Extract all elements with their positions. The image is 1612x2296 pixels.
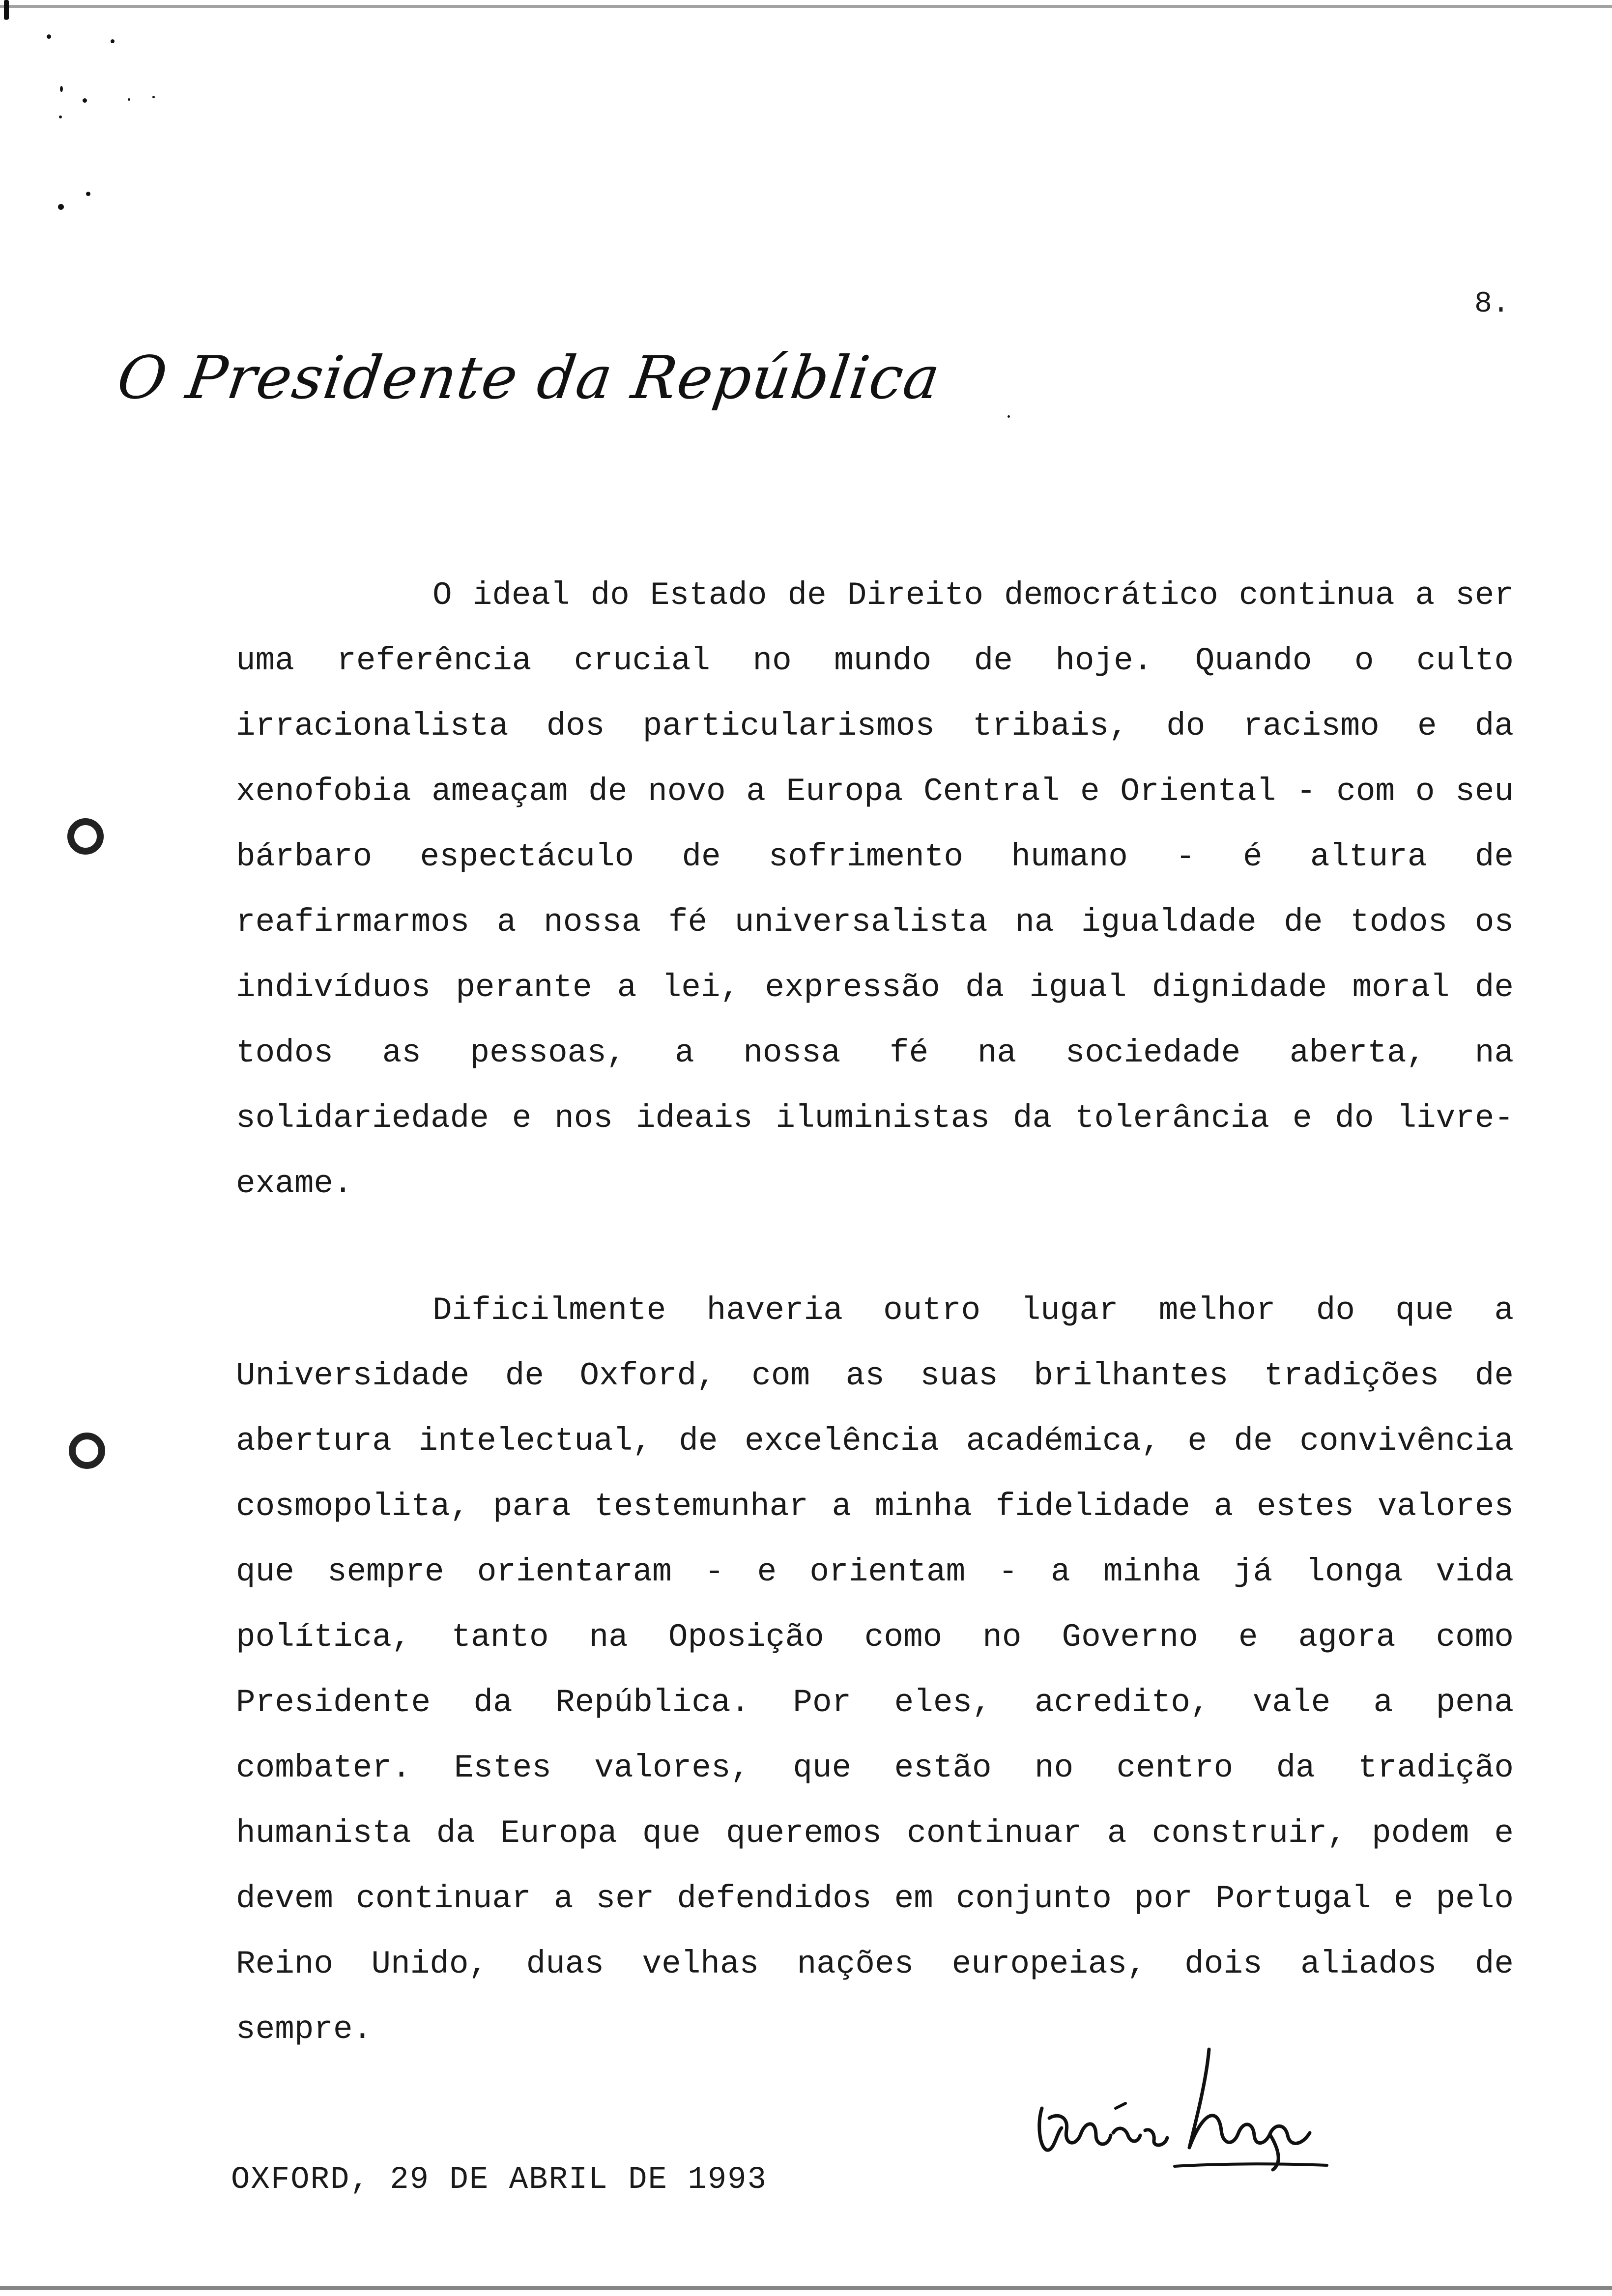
scan-speck	[4, 0, 9, 20]
scan-speck	[83, 98, 87, 103]
paragraph-text: O ideal do Estado de Direito democrático continua a ser uma referência crucial no mundo de hoje. Quando o culto irracionalista dos particularismos tribais, do racismo e da xenofobia ameaçam de novo a Europa Central e Oriental - com o seu bárbaro espectáculo de sofrimento humano - é altura de reafirmarmos a nossa fé universalista na igualdade de todos os indivíduos perante a lei, expressão da igual dignidade moral de todos as pessoas, a nossa fé na sociedade aberta, na solidariedade e nos ideais iluministas da tolerância e do livre-exame.	[236, 577, 1514, 1202]
handwritten-signature	[1027, 2035, 1332, 2172]
scan-speck	[59, 115, 62, 118]
scan-bottom-edge	[0, 2286, 1612, 2290]
scan-speck	[128, 98, 130, 101]
date-place-line: OXFORD, 29 DE ABRIL DE 1993	[231, 2162, 767, 2198]
scan-speck	[47, 34, 51, 39]
body-paragraph	[236, 1278, 1514, 2062]
body-paragraph	[236, 563, 1514, 1216]
scan-speck	[152, 96, 155, 98]
paragraph-text: Dificilmente haveria outro lugar melhor do que a Universidade de Oxford, com as suas brilhantes tradições de abertura intelectual, de excelência académica, e de convivência cosmopolita, para testemunhar a minha fidelidade a estes valores que sempre orientaram - e orientam - a minha já longa vida política, tanto na Oposição como no Governo e agora como Presidente da República. Por eles, acredito, vale a pena combater. Estes valores, que estão no centro da tradição humanista da Europa que queremos continuar a construir, podem e devem continuar a ser defendidos em conjunto por Portugal e pelo Reino Unido, duas velhas nações europeias, dois aliados de sempre.	[236, 1292, 1514, 2048]
punch-hole	[69, 1433, 105, 1469]
page-number: 8.	[1474, 287, 1510, 321]
letterhead-title: O Presidente da República	[113, 344, 945, 412]
punch-hole	[67, 818, 104, 855]
scan-speck	[60, 86, 63, 92]
scan-speck	[86, 192, 90, 196]
scan-speck	[111, 39, 115, 43]
scan-speck	[1008, 415, 1010, 418]
scan-speck	[58, 204, 64, 210]
scan-top-edge	[0, 5, 1612, 8]
